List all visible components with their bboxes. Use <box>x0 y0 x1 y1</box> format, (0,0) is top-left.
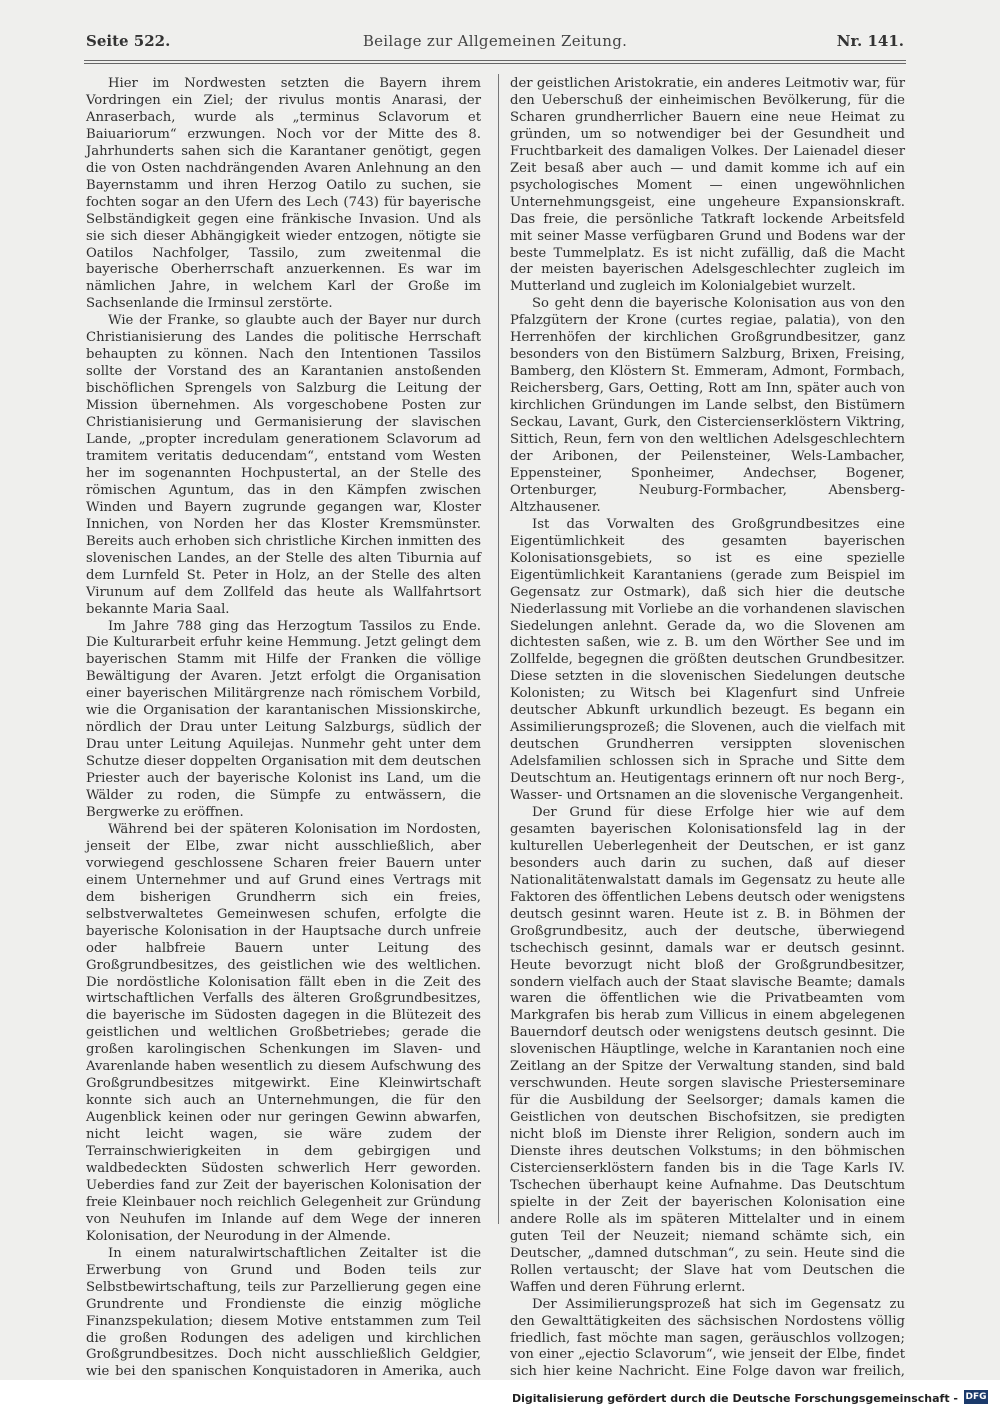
digitization-footer <box>0 1380 1000 1411</box>
column-divider <box>498 74 499 1224</box>
publication-title: Beilage zur Allgemeinen Zeitung. <box>362 32 628 50</box>
paragraph: Der Assimilierungsprozeß hat sich im Gegensatz zu den Gewalttätigkeiten des sächsischen Nordostens völlig friedlich, fast möchte man sagen, geräuschlos vollzogen; von einer „ejectio Sclavorum“, wie jenseit der Elbe, findet sich hier keine Nachricht. Eine Folge davon war freilich, <box>510 1296 905 1380</box>
issue-number: Nr. 141. <box>836 32 904 50</box>
paragraph: So geht denn die bayerische Kolonisation aus von den Pfalzgütern der Krone (curtes regiae, palatia), von den Herrenhöfen der kirchlichen Großgrundbesitzer, ganz besonders von den Bistümern Salzburg, Brixen, Freising, Bamberg, den Klöstern St. Emmeram, Admont, Formbach, Reichersberg, Gars, Oetting, Rott am Inn, später auch von kirchlichen Gründungen im Lande selbst, den Bistümern Seckau, Lavant, Gurk, den Cistercienserklöstern Viktring, Sittich, Reun, fern von den weltlichen Adelsgeschlechtern der Aribonen, der Peilensteiner, Wels-Lambacher, Eppensteiner, Sponheimer, Andechser, Bogener, Ortenburger, Neuburg-Formbacher, Abensberg-Altzhausener. <box>510 296 905 515</box>
paragraph: Hier im Nordwesten setzten die Bayern ihrem Vordringen ein Ziel; der rivulus montis Anarasi, der Anraserbach, wurde als „terminus Sclavorum et Baiuariorum“ erzwungen. Noch vor der Mitte des 8. Jahrhunderts sahen sich die Karantaner genötigt, gegen die von Osten nachdrängenden Avaren Anlehnung an den Bayernstamm und ihren Herzog Oatilo zu suchen, sie fochten sogar an den Ufern des Lech (743) für bayerische Selbständigkeit gegen eine fränkische Invasion. Und als sie sich dieser Abhängigkeit wieder entzogen, nötigte sie Oatilos Nachfolger, Tassilo, zum zweitenmal die bayerische Oberherrschaft anzuerkennen. Es war im nämlichen Jahre, in welchem Karl der Große im Sachsenlande die Irminsul zerstörte. <box>86 76 481 312</box>
paragraph: Während bei der späteren Kolonisation im Nordosten, jenseit der Elbe, zwar nicht ausschließlich, aber vorwiegend geschlossene Scharen freier Bauern unter einem Unternehmer und auf Grund eines Vertrags mit dem bisherigen Grundherrn sich ein freies, selbstverwaltetes Gemeinwesen schufen, erfolgte die bayerische Kolonisation in der Hauptsache durch unfreie oder halbfreie Bauern unter Leitung des Großgrundbesitzes, des geistlichen wie des weltlichen. Die nordöstliche Kolonisation fällt eben in die Zeit des wirtschaftlichen Verfalls des älteren Großgrundbesitzes, die bayerische im Südosten dagegen in die Blütezeit des geistlichen und weltlichen Großbetriebes; gerade die großen karolingischen Schenkungen im Slaven- und Avarenlande haben wesentlich zu diesem Aufschwung des Großgrundbesitzes mitgewirkt. Eine Kleinwirtschaft konnte sich auch an Unternehmungen, die für den Augenblick keinen oder nur geringen Gewinn abwarfen, nicht leicht wagen, sie wäre zudem der Terrainschwierigkeiten in dem gebirgigen und waldbedeckten Südosten schwerlich Herr geworden. Ueberdies fand zur Zeit der bayerischen Kolonisation der freie Kleinbauer noch reichlich Gelegenheit zur Gründung von Neuhufen im Inlande auf dem Wege der inneren Kolonisation, der Neurodung in der Almende. <box>86 821 481 1244</box>
funding-credit: Digitalisierung gefördert durch die Deutsche Forschungsgemeinschaft - <box>511 1392 958 1405</box>
header-rule <box>84 60 906 61</box>
paragraph: Der Grund für diese Erfolge hier wie auf dem gesamten bayerischen Kolonisationsfeld lag in der kulturellen Ueberlegenheit der Deutschen, er ist ganz besonders auch darin zu suchen, daß auf dieser Nationalitätenwalstatt damals im Gegensatz zu heute alle Faktoren des öffentlichen Lebens deutsch oder wenigstens deutsch gesinnt waren. Heute ist z. B. in Böhmen der Großgrundbesitz, auch der deutsche, überwiegend tschechisch gesinnt, damals war er deutsch gesinnt. Heute bevorzugt nicht bloß der Großgrundbesitzer, sondern vielfach auch der Staat slavische Beamte; damals waren die öffentlichen wie die Privatbeamten vom Markgrafen bis herab zum Villicus in einem abgelegenen Bauerndorf deutsch oder wenigstens deutsch gesinnt. Die slovenischen Häuptlinge, welche in Karantanien noch eine Zeitlang an der Spitze der Verwaltung standen, sind bald verschwunden. Heute sorgen slavische Priesterseminare für die Ausbildung der Seelsorger; damals kamen die Geistlichen von deutschen Bischofsitzen, sie predigten nicht bloß im Dienste ihrer Religion, sondern auch im Dienste ihres deutschen Volkstums; in den böhmischen Cistercienserklöstern fanden bis in die Tage Karls IV. Tschechen überhaupt keine Aufnahme. Das Deutschtum spielte in der Zeit der bayerischen Kolonisation eine andere Rolle als im späteren Mittelalter und in einem guten Teil der Neuzeit; niemand schämte sich, ein Deutscher, „damned dutschman“, zu sein. Heute sind die Rollen vertauscht; der Slave hat vom Deutschen die Waffen und deren Führung erlernt. <box>510 804 905 1295</box>
paragraph: In einem naturalwirtschaftlichen Zeitalter ist die Erwerbung von Grund und Boden teils zur Selbstbewirtschaftung, teils zur Parzellierung gegen eine Grundrente und Frondienste die einzig mögliche Finanzspekulation; diesem Motive entstammen zum Teil die großen Rodungen des adeligen und kirchlichen Großgrundbesitzes. Doch nicht ausschließlich Geldgier, wie bei den spanischen Konquistadoren in Amerika, auch <box>86 1245 481 1380</box>
paragraph: der geistlichen Aristokratie, ein anderes Leitmotiv war, für den Ueberschuß der einheimischen Bevölkerung, für die Scharen grundherrlicher Bauern eine neue Heimat zu gründen, um so notwendiger bei der Gesundheit und Fruchtbarkeit des damaligen Volkes. Der Laienadel dieser Zeit besaß aber auch — und damit komme ich auf ein psychologisches Moment — einen ungewöhnlichen Unternehmungsgeist, eine ungeheure Expansionskraft. Das freie, die persönliche Tatkraft lockende Arbeitsfeld mit seiner Masse verfügbaren Grund und Bodens war der beste Tummelplatz. Es ist nicht zufällig, daß die Macht der meisten bayerischen Adelsgeschlechter zugleich im Mutterland und zugleich im Kolonialgebiet wurzelt. <box>510 76 905 295</box>
paragraph: Ist das Vorwalten des Großgrundbesitzes eine Eigentümlichkeit des gesamten bayerischen Kolonisationsgebiets, so ist es eine spezielle Eigentümlichkeit Karantaniens (gerade zum Beispiel im Gegensatz zur Ostmark), daß sich hier die deutsche Niederlassung mit Vorliebe an die vorhandenen slavischen Siedelungen anlehnt. Gerade da, wo die Slovenen am dichtesten saßen, wie z. B. um den Wörther See und im Zollfelde, begegnen die größten deutschen Grundbesitzer. Diese setzten in die slovenischen Siedelungen deutsche Kolonisten; zu Witsch bei Klagenfurt sind Unfreie deutscher Abkunft urkundlich bezeugt. Es begann ein Assimilierungsprozeß; die Slovenen, auch die vielfach mit deutschen Grundherren versippten slovenischen Adelsfamilien schlossen sich in Sprache und Sitte dem Deutschtum an. Heutigentags erinnern oft nur noch Berg-, Wasser- und Ortsnamen an die slovenische Vergangenheit. <box>510 516 905 804</box>
left-text-column <box>86 76 481 1415</box>
dfg-logo: DFG <box>965 1392 987 1402</box>
right-text-column <box>510 76 905 1398</box>
page-number: Seite 522. <box>86 32 171 50</box>
paragraph: Wie der Franke, so glaubte auch der Bayer nur durch Christianisierung des Landes die politische Herrschaft behaupten zu können. Nach den Intentionen Tassilos sollte der Vorstand des an Karantanien anstoßenden bischöflichen Sprengels von Salzburg die Leitung der Mission übernehmen. Als vorgeschobene Posten zur Christianisierung und Germanisierung der slavischen Lande, „propter incredulam generationem Sclavorum ad tramitem veritatis deducendam“, entstand vom Westen her im sogenannten Hochpustertal, an der Stelle des römischen Aguntum, das in den Kämpfen zwischen Winden und Bayern zugrunde gegangen war, Kloster Innichen, von Norden her das Kloster Kremsmünster. Bereits auch erhoben sich christliche Kirchen inmitten des slovenischen Landes, an der Stelle des alten Tiburnia auf dem Lurnfeld St. Peter in Holz, an der Stelle des alten Virunum auf dem Zollfeld das heute als Wallfahrtsort bekannte Maria Saal. <box>86 313 481 617</box>
page-header <box>86 30 904 56</box>
paragraph: Im Jahre 788 ging das Herzogtum Tassilos zu Ende. Die Kulturarbeit erfuhr keine Hemmung. Jetzt gelingt dem bayerischen Stamm mit Hilfe der Franken die völlige Bewältigung der Avaren. Jetzt erfolgt die Organisation einer bayerischen Militärgrenze nach römischem Vorbild, wie die Organisation der karantanischen Missionskirche, nördlich der Drau unter Leitung Salzburgs, südlich der Drau unter Leitung Aquilejas. Nunmehr geht unter dem Schutze dieser doppelten Organisation mit dem deutschen Priester auch der bayerische Kolonist ins Land, um die Wälder zu roden, die Sümpfe zu entwässern, die Bergwerke zu eröffnen. <box>86 618 481 820</box>
header-rule-double <box>84 63 906 64</box>
